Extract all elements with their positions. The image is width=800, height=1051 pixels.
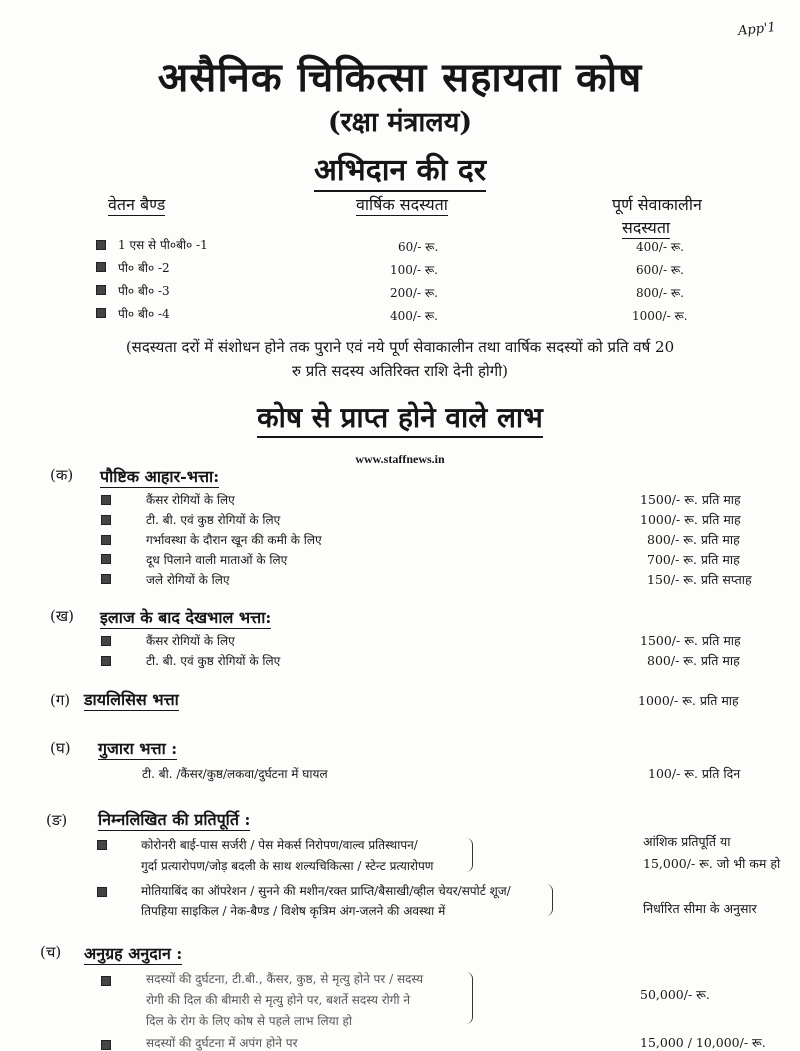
section-title-ga: डायलिसिस भत्ता (84, 690, 179, 709)
bullet-icon (101, 1040, 111, 1050)
item-label: टी. बी. एवं कुष्ठ रोगियों के लिए (146, 654, 281, 668)
reimbursement-item1-amount-line1: आंशिक प्रतिपूर्ति या (643, 834, 731, 849)
item-amount: 800/- रू. प्रति माह (647, 653, 740, 668)
rates-heading: अभिदान की दर (0, 148, 800, 189)
document-subtitle: (रक्षा मंत्रालय) (327, 107, 473, 138)
item-label: दूध पिलाने वाली माताओं के लिए (146, 553, 288, 567)
section-title-gha: गुजारा भत्ता : (98, 739, 178, 758)
item-label: कैंसर रोगियों के लिए (146, 634, 235, 648)
item-amount: 700/- रू. प्रति माह (647, 552, 740, 567)
bullet-icon (96, 240, 106, 250)
reimbursement-item1-line1: कोरोनरी बाई-पास सर्जरी / पेस मेकर्स निरोपण/वाल्व प्रतिस्थापन/ (141, 838, 418, 852)
row-full: 1000/- रू. (632, 309, 688, 323)
section-title-cha: अनुग्रह अनुदान : (84, 944, 183, 963)
item-amount: 1500/- रू. प्रति माह (640, 492, 741, 507)
reimbursement-item2-amount: निर्धारित सीमा के अनुसार (643, 901, 757, 916)
grant-item1-line1: सदस्यों की दुर्घटना, टी.बी., कैंसर, कुष्ठ, से मृत्यु होने पर / सदस्य (146, 972, 424, 986)
bullet-icon (101, 656, 111, 666)
document-title: असैनिक चिकित्सा सहायता कोष (157, 54, 643, 101)
section-title-nga: निम्नलिखित की प्रतिपूर्ति : (98, 810, 251, 829)
section-letter-kha: (ख) (50, 607, 74, 625)
header-full-service-line2: सदस्यता (622, 218, 671, 237)
header-pay-band: वेतन बैण्ड (108, 195, 166, 214)
subsistence-amount: 100/- रू. प्रति दिन (648, 766, 741, 781)
subsistence-item: टी. बी. /कैंसर/कुष्ठ/लकवा/दुर्घटना में घायल (142, 767, 328, 781)
bullet-icon (101, 535, 111, 545)
bullet-icon (97, 887, 107, 897)
reimbursement-item1-amount-line2: 15,000/- रू. जो भी कम हो (643, 856, 781, 871)
item-label: टी. बी. एवं कुष्ठ रोगियों के लिए (146, 513, 281, 527)
row-band: पी० बी० -3 (118, 284, 170, 298)
header-full-service: पूर्ण सेवाकालीन (612, 195, 702, 214)
bullet-icon (101, 574, 111, 584)
row-annual: 60/- रू. (398, 240, 439, 254)
section-letter-nga: (ङ) (46, 811, 68, 829)
handwritten-annotation: App'1 (737, 20, 777, 39)
brace-icon (466, 838, 473, 872)
brace-icon (546, 884, 553, 916)
grant-item1-line3: दिल के रोग के लिए कोष से पहले लाभ लिया हो (146, 1014, 353, 1028)
item-amount: 150/- रू. प्रति सप्ताह (647, 572, 752, 587)
reimbursement-item2-line1: मोतियाबिंद का ऑपरेशन / सुनने की मशीन/रक्त प्राप्ति/बैसाखी/व्हील चेयर/सपोर्ट शूज/ (141, 884, 511, 898)
item-amount: 1500/- रू. प्रति माह (640, 633, 741, 648)
bullet-icon (96, 262, 106, 272)
reimbursement-item2-line2: तिपहिया साइकिल / नेक-बैण्ड / विशेष कृत्रिम अंग-जलने की अवस्था में (141, 904, 446, 918)
bullet-icon (96, 285, 106, 295)
subscription-note: (सदस्यता दरों में संशोधन होने तक पुराने एवं नये पूर्ण सेवाकालीन तथा वार्षिक सदस्यों को प्रति वर्ष 20 रु प्रति सदस्य अतिरिक्त राशि देनी होगी) (125, 338, 675, 380)
section-title-kha: इलाज के बाद देखभाल भत्ता: (100, 608, 272, 627)
grant-item2-line1: सदस्यों की दुर्घटना में अपंग होने पर (146, 1036, 298, 1050)
grant-item1-line2: रोगी की दिल की बीमारी से मृत्यु होने पर, बशर्ते सदस्य रोगी ने (146, 993, 411, 1007)
section-letter-gha: (घ) (50, 739, 71, 757)
row-band: 1 एस से पी०बी० -1 (118, 238, 208, 252)
grant-item1-amount: 50,000/- रू. (640, 987, 710, 1002)
row-annual: 400/- रू. (390, 309, 438, 323)
reimbursement-item1-line2: गुर्दा प्रत्यारोपण/जोड़ बदली के साथ शल्यचिकित्सा / स्टेन्ट प्रत्यारोपण (141, 859, 434, 873)
item-amount: 1000/- रू. प्रति माह (640, 512, 741, 527)
row-full: 800/- रू. (636, 286, 684, 300)
section-title-ka: पौष्टिक आहार-भत्ता: (100, 467, 220, 486)
benefits-heading: कोष से प्राप्त होने वाले लाभ (0, 398, 800, 436)
dialysis-amount: 1000/- रू. प्रति माह (638, 693, 739, 708)
bullet-icon (101, 515, 111, 525)
section-letter-ka: (क) (50, 466, 74, 484)
row-band: पी० बी० -2 (118, 261, 170, 275)
brace-icon (466, 972, 473, 1024)
item-label: जले रोगियों के लिए (146, 573, 230, 587)
row-annual: 100/- रू. (390, 263, 438, 277)
item-label: कैंसर रोगियों के लिए (146, 493, 235, 507)
bullet-icon (101, 495, 111, 505)
row-annual: 200/- रू. (390, 286, 438, 300)
item-amount: 800/- रू. प्रति माह (647, 532, 740, 547)
bullet-icon (96, 308, 106, 318)
row-band: पी० बी० -4 (118, 307, 170, 321)
bullet-icon (101, 976, 111, 986)
item-label: गर्भावस्था के दौरान खून की कमी के लिए (146, 533, 322, 547)
header-annual: वार्षिक सदस्यता (356, 195, 448, 214)
section-letter-ga: (ग) (50, 691, 71, 709)
row-full: 400/- रू. (636, 240, 684, 254)
row-full: 600/- रू. (636, 263, 684, 277)
bullet-icon (97, 840, 107, 850)
grant-item2-amount: 15,000 / 10,000/- रू. (640, 1035, 766, 1050)
bullet-icon (101, 636, 111, 646)
bullet-icon (101, 554, 111, 564)
website-watermark: www.staffnews.in (355, 452, 445, 466)
section-letter-cha: (च) (40, 943, 62, 961)
